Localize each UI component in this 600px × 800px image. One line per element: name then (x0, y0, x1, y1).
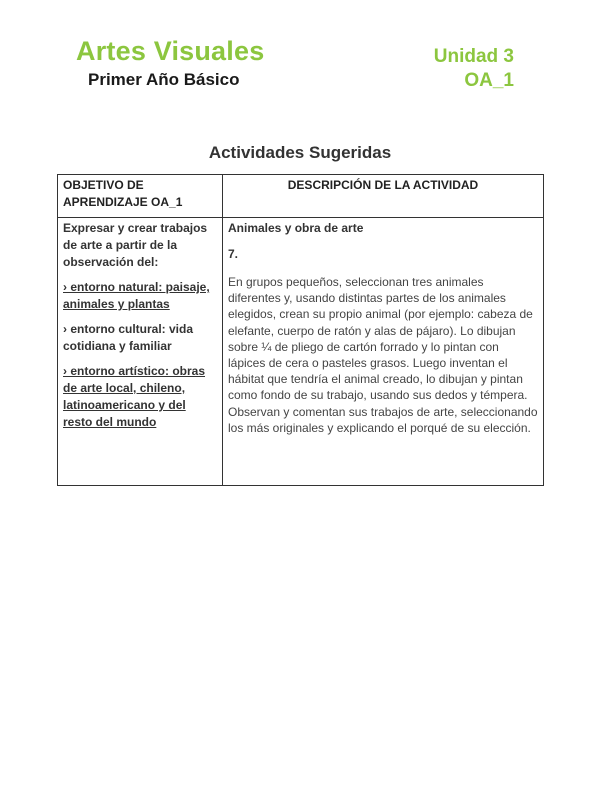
objective-item-cultural: › entorno cultural: vida cotidiana y familiar (63, 322, 194, 353)
activity-cell (223, 218, 544, 486)
document-title: Artes Visuales (76, 36, 265, 66)
activity-description: En grupos pequeños, seleccionan tres animales diferentes y, usando distintas partes de los animales elegidos, crean su propio animal (por ejemplo: cabeza de elefante, cuerpo de ratón y alas de pájaro). Lo dibujan sobre ¼ de pliego de cartón forrado y lo pintan con lápices de cera o pasteles grasos. Luego inventan el hábitat que tendría el animal creado, lo dibujan y pintan como fondo de su trabajo, usando sus dedos y témpera. Observan y comentan sus trabajos de arte, seleccionando los más originales y explicando el porqué de su elección. (228, 275, 538, 435)
activity-table (57, 174, 544, 486)
objective-intro: Expresar y crear trabajos de arte a partir de la observación del: (63, 221, 208, 269)
document-subtitle: Primer Año Básico (88, 70, 240, 89)
table-header-row (58, 175, 544, 218)
header-objective: OBJETIVO DE APRENDIZAJE OA_1 (58, 175, 223, 218)
table-row (58, 218, 544, 486)
header-description: DESCRIPCIÓN DE LA ACTIVIDAD (223, 175, 544, 218)
oa-label: OA_1 (464, 70, 514, 91)
unit-label: Unidad 3 (433, 46, 514, 67)
activity-name: Animales y obra de arte (228, 221, 364, 235)
activity-number: 7. (228, 247, 239, 261)
section-title: Actividades Sugeridas (208, 143, 392, 162)
objective-item-natural: › entorno natural: paisaje, animales y plantas (63, 280, 210, 311)
objective-item-artistic: › entorno artístico: obras de arte local, chileno, latinoamericano y del resto del mundo (63, 364, 206, 429)
objective-cell (58, 218, 223, 486)
